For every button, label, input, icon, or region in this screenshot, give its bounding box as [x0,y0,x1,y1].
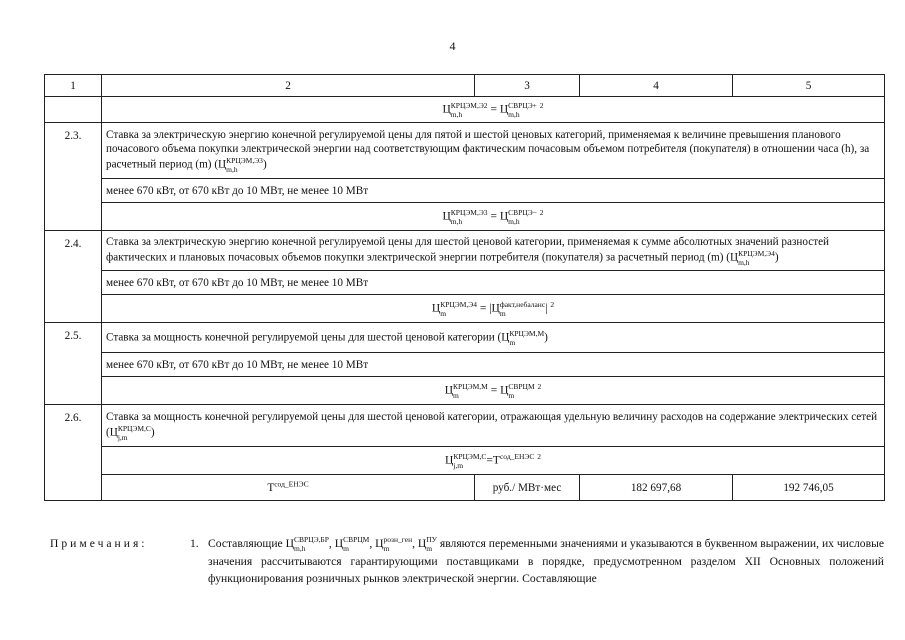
header-cell: 4 [580,75,733,97]
row-description: Ставка за мощность конечной регулируемой цены для шестой ценовой категории (Ц КРЦЭМ,М m ) [102,323,885,353]
row-number: 2.4. [45,231,102,323]
table-row [45,97,885,123]
header-cell: 3 [475,75,580,97]
page-number: 4 [449,39,456,53]
table-row [45,353,885,377]
row-description: Ставка за электрическую энергию конечной регулируемой цены для пятой и шестой ценовых категорий, применяемая к величине превышения планового почасового объема покупки электрической энергии над соответствующим фактическим почасовым объемом потребителя (покупателя) в отношении часа (h), за расчетный период (m) (Ц КРЦЭМ,Э3 m,h ) [102,123,885,179]
table-row [45,447,885,475]
row-number: 2.6. [45,405,102,501]
table-row [45,475,885,501]
power-ranges: менее 670 кВт, от 670 кВт до 10 МВт, не менее 10 МВт [102,353,885,377]
table-row [45,231,885,271]
row-description: Ставка за электрическую энергию конечной регулируемой цены для шестой ценовой категории, применяемая к сумме абсолютных значений разностей фактических и плановых почасовых объемов покупки электрической энергии потребителя (покупателя) за расчетный период (m) (Ц КРЦЭМ,Э4 m,h ) [102,231,885,271]
unit-cell: руб./ МВт·мес [475,475,580,501]
header-cell: 1 [45,75,102,97]
table-row [45,271,885,295]
table-row [45,203,885,231]
formula-cell: Ц КРЦЭМ,Э4 m = |Ц факт,небаланс m | $^2$ [102,295,885,323]
notes-label: Примечания: [50,537,148,550]
table-row [45,295,885,323]
formula-cell: Ц КРЦЭМ,С j,m $=T^{сод\_ЕНЭС}$ $^2$ [102,447,885,475]
header-cell: 5 [733,75,885,97]
power-ranges: менее 670 кВт, от 670 кВт до 10 МВт, не менее 10 МВт [102,271,885,295]
table-row [45,179,885,203]
header-cell: 2 [102,75,475,97]
header-row [45,75,885,97]
value-cell: 192 746,05 [733,475,885,501]
table-row [45,323,885,353]
table-row [45,377,885,405]
formula-cell: Ц КРЦЭМ,М m = Ц СВРЦМ m $^2$ [102,377,885,405]
formula-cell: Ц КРЦЭМ,Э3 m,h = Ц СВРЦЭ− m,h $^2$ [102,203,885,231]
formula-cell: Ц КРЦЭМ,Э2 m,h = Ц СВРЦЭ+ m,h $^2$ [102,97,885,123]
tariff-table [44,74,885,501]
row-description: Ставка за мощность конечной регулируемой цены для шестой ценовой категории, отражающая удельную величину расходов на содержание электрических сетей (Ц КРЦЭМ,С j,m ) [102,405,885,447]
row-number: 2.5. [45,323,102,405]
value-cell: 182 697,68 [580,475,733,501]
table-row [45,123,885,179]
note-number: 1. [190,537,199,550]
note-text: Составляющие Ц СВРЦЭ,БР m,h , Ц СВРЦМ m , Ц розн_ген m , Ц ПУ m являются переменными значениями и указываются в буквенном выражении, их числовые значения рассчитываются гарантирующими поставщиками в порядке, предусмотренном разделом XII Основных положений функционирования розничных рынков электрической энергии. Составляющие [208,535,885,586]
table-row [45,405,885,447]
tariff-symbol: $T^{сод\_ЕНЭС}$ [102,475,475,501]
power-ranges: менее 670 кВт, от 670 кВт до 10 МВт, не менее 10 МВт [102,179,885,203]
row-number: 2.3. [45,123,102,231]
